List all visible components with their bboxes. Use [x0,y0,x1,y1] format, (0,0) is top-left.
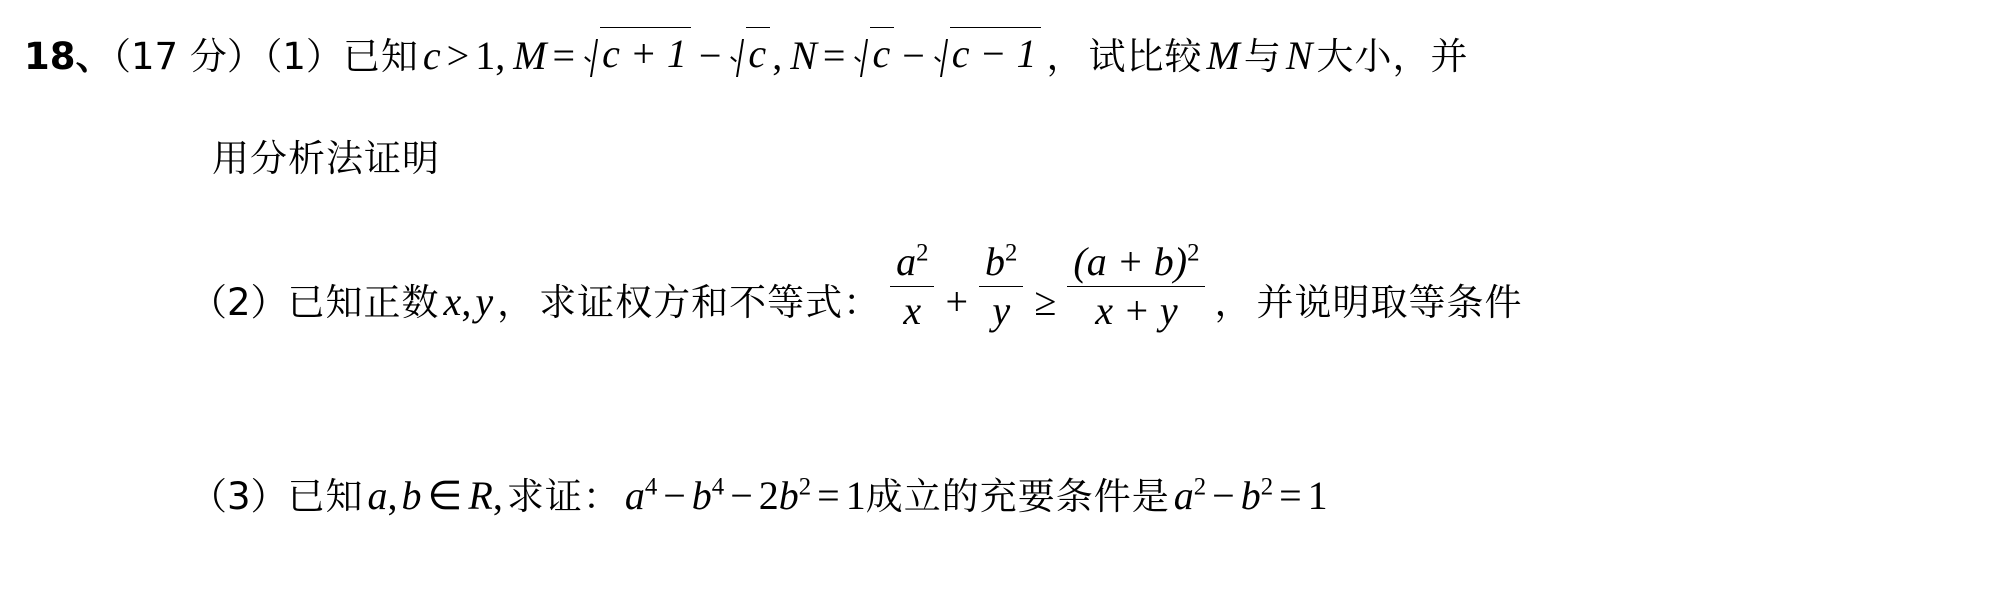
equals-sign-1: = [552,33,576,78]
var-M: M [513,33,547,78]
element-of-sign: ∈ [427,473,463,518]
radicand-c-plus-1: c + 1 [600,27,691,77]
radicand-c-minus-1: c − 1 [950,27,1041,77]
comma-var-1: , [461,279,472,325]
var-N-2: N [1285,33,1313,78]
sqrt-c-plus-1 [583,29,691,79]
comma-var-2: , [387,473,398,518]
part-2-label: （2） [190,281,288,325]
set-R: R [468,473,493,518]
compare-text: 试比较 [1088,35,1203,78]
part-3-prove-text: 求证： [506,475,621,518]
var-c: c [422,33,441,78]
comma-after-R: , [492,473,503,518]
radical-sign-icon [853,40,870,78]
expr-b4: $b^4$ [691,473,725,518]
var-N: N [790,33,817,78]
comma-2: , [772,33,783,78]
part-1-continuation: 用分析法证明 [212,137,440,180]
fraction-numerator-a2: $a^2$ [896,239,929,284]
minus-sign-5: − [1212,473,1235,518]
minus-sign-2: − [902,33,925,78]
comma-cn-3: ， [1214,281,1253,325]
var-a: a [367,473,388,518]
minus-sign-3: − [663,473,686,518]
with-text: 与 [1243,35,1282,78]
coef-2: 2 [758,473,779,518]
question-line-2 [212,128,440,182]
part-1-label: （1） [263,35,343,78]
question-number: 18、 [24,35,113,78]
exponent-2: 2 [916,239,929,267]
exponent-2: 2 [798,473,812,501]
comma-cn-1: ， [1046,35,1085,78]
question-line-4 [190,466,1328,520]
equals-sign-3: = [817,473,840,518]
exponent-2: 2 [1260,473,1274,501]
const-one: 1 [475,33,496,78]
fraction-denominator-y: y [979,286,1023,333]
const-one-2: 1 [845,473,866,518]
fraction-denominator-x-plus-y: x + y [1067,286,1205,333]
minus-sign-4: − [730,473,753,518]
greater-equal-sign: ≥ [1034,279,1057,325]
equals-sign-2: = [822,33,846,78]
var-b: b [401,473,422,518]
comma-cn-2: ， [497,281,536,325]
radical-sign-icon [729,40,746,78]
radical-sign-icon [933,40,950,78]
equals-sign-4: = [1279,473,1302,518]
exponent-4: 4 [644,473,658,501]
part-3-label: （3） [190,475,288,518]
question-line-3 [190,240,1522,333]
question-line-1 [24,26,1469,80]
fraction-numerator-b2: $b^2$ [985,239,1018,284]
exponent-2: 2 [1187,239,1200,267]
sqrt-c-minus-1 [933,29,1041,79]
radical-sign-icon [583,40,600,78]
radicand-c-2: c [870,27,894,77]
size-text: 大小，并 [1316,35,1469,78]
fraction-numerator-a-plus-b-squared: $(a + b)^2$ [1073,239,1200,284]
fraction-b2-over-y [979,240,1023,333]
expr-b2: $b^2$ [778,473,812,518]
var-y: y [475,279,494,325]
plus-sign-1: + [945,279,969,325]
comma-1: , [495,33,506,78]
expr-a2: $a^2$ [1173,473,1207,518]
fraction-apb2-over-xpy [1067,240,1205,333]
expr-a4: $a^4$ [624,473,658,518]
exponent-4: 4 [711,473,725,501]
part-2-known-text: 已知正数 [287,281,440,325]
part-1-known-text: 已知 [342,35,419,78]
iff-text: 成立的充要条件是 [865,475,1170,518]
var-M-2: M [1206,33,1240,78]
exponent-2: 2 [1193,473,1207,501]
expr-b2-2: $b^2$ [1240,473,1274,518]
const-one-3: 1 [1307,473,1328,518]
part-2-prove-text: 求证权方和不等式： [539,281,882,325]
fraction-denominator-x: x [890,286,934,333]
points-label: （17 分） [112,35,264,78]
part-3-known-text: 已知 [287,475,364,518]
radicand-c-1: c [746,27,770,77]
exponent-2: 2 [1005,239,1018,267]
greater-than-sign: > [446,33,470,78]
minus-sign-1: − [698,33,722,78]
fraction-a2-over-x [890,240,934,333]
sqrt-c-1 [729,29,770,79]
sqrt-c-2 [853,29,894,79]
var-x: x [443,279,462,325]
part-2-equality-text: 并说明取等条件 [1256,281,1523,325]
